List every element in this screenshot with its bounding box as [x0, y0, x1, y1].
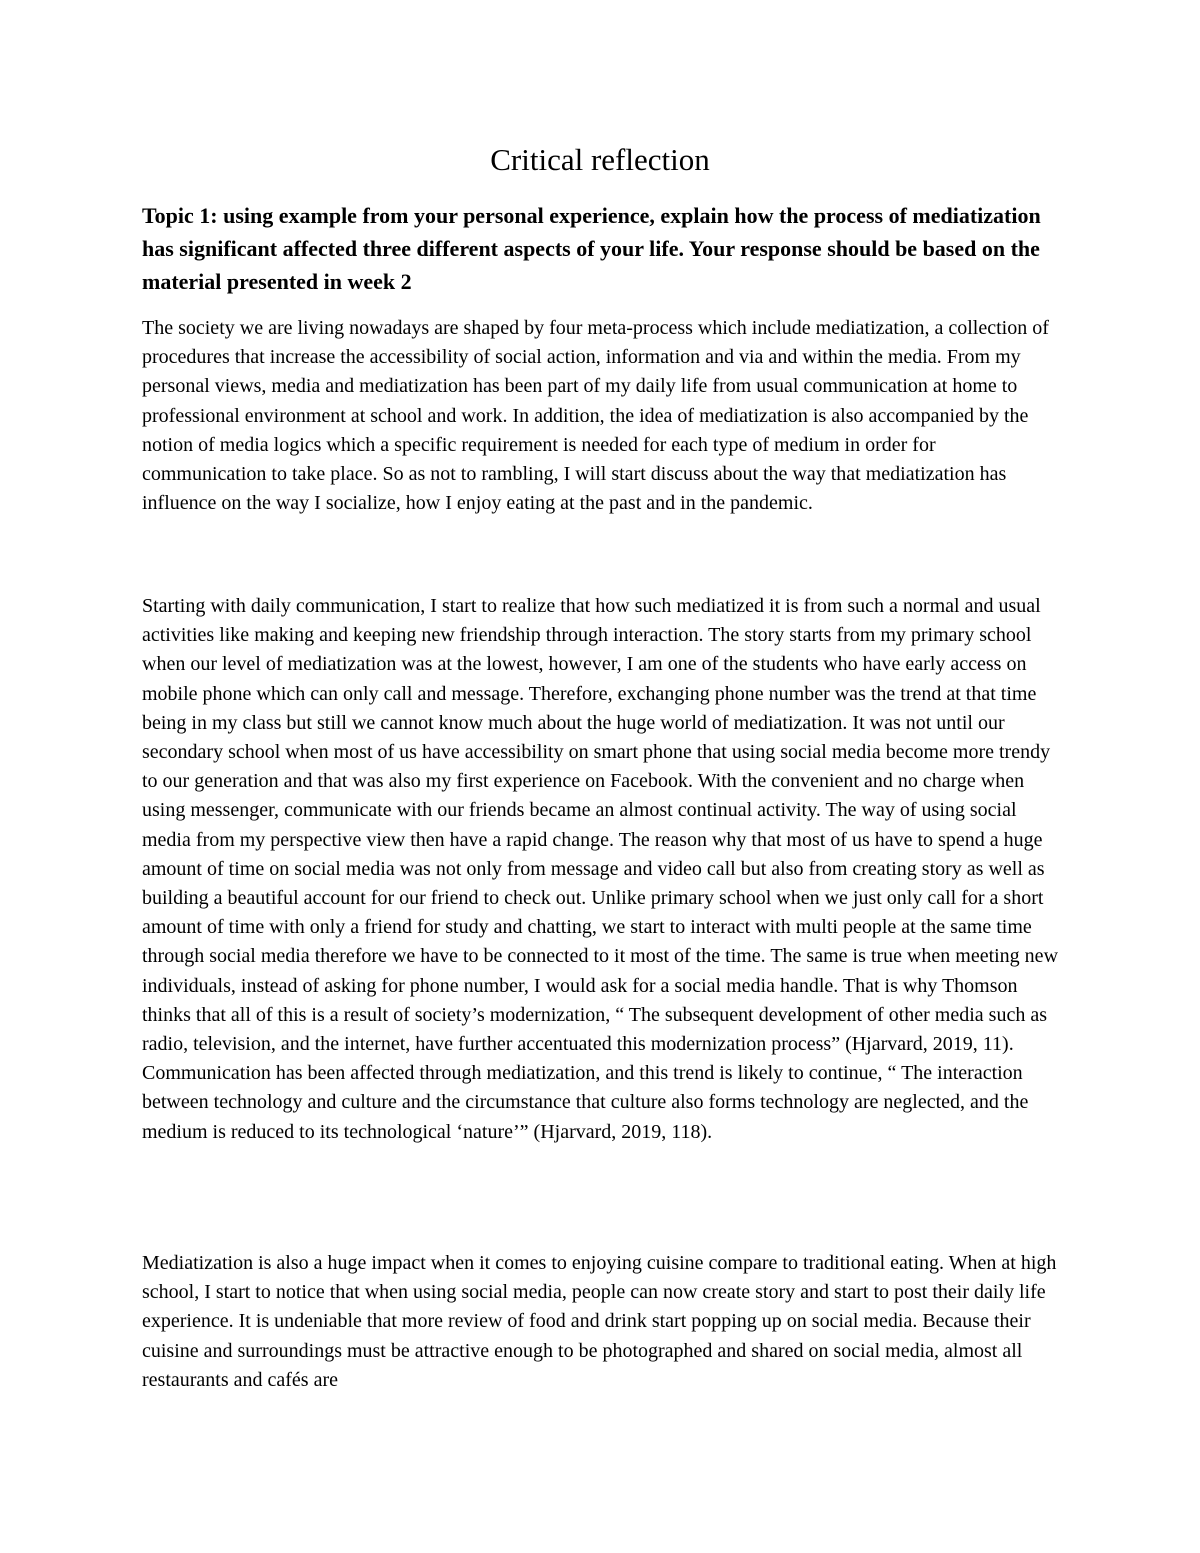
paragraph-1: The society we are living nowadays are shaped by four meta-process which include mediatization, a collection of procedures that increase the accessibility of social action, information and via and within the media. From my personal views, media and mediatization has been part of my daily life from usual communication at home to professional environment at school and work. In addition, the idea of mediatization is also accompanied by the notion of media logics which a specific requirement is needed for each type of medium in order for communication to take place. So as not to rambling, I will start discuss about the way that mediatization has influence on the way I socialize, how I enjoy eating at the past and in the pandemic.	[142, 317, 1049, 515]
topic-heading: Topic 1: using example from your personal experience, explain how the process of mediatization has significant affected three different aspects of your life. Your response should be based on the material presented in week 2	[142, 203, 1041, 294]
document-title: Critical reflection	[490, 142, 710, 177]
paragraph-3: Mediatization is also a huge impact when it comes to enjoying cuisine compare to traditional eating. When at high school, I start to notice that when using social media, people can now create story and start to post their daily life experience. It is undeniable that more review of food and drink start popping up on social media. Because their cuisine and surroundings must be attractive enough to be photographed and shared on social media, almost all restaurants and cafés are	[142, 1252, 1057, 1391]
paragraph-2: Starting with daily communication, I start to realize that how such mediatized it is from such a normal and usual activities like making and keeping new friendship through interaction. The story starts from my primary school when our level of mediatization was at the lowest, however, I am one of the students who have early access on mobile phone which can only call and message. Therefore, exchanging phone number was the trend at that time being in my class but still we cannot know much about the huge world of mediatization. It was not until our secondary school when most of us have accessibility on smart phone that using social media become more trendy to our generation and that was also my first experience on Facebook. With the convenient and no charge when using messenger, communicate with our friends became an almost continual activity. The way of using social media from my perspective view then have a rapid change. The reason why that most of us have to spend a huge amount of time on social media was not only from message and video call but also from creating story as well as building a beautiful account for our friend to check out. Unlike primary school when we just only call for a short amount of time with only a friend for study and chatting, we start to interact with multi people at the same time through social media therefore we have to be connected to it most of the time. The same is true when meeting new individuals, instead of asking for phone number, I would ask for a social media handle. That is why Thomson thinks that all of this is a result of society’s modernization, “ The subsequent development of other media such as radio, television, and the internet, have further accentuated this modernization process” (Hjarvard, 2019, 11). Communication has been affected through mediatization, and this trend is likely to continue, “ The interaction between technology and culture and the circumstance that culture also forms technology are neglected, and the medium is reduced to its technological ‘nature’” (Hjarvard, 2019, 118).	[142, 595, 1059, 1143]
